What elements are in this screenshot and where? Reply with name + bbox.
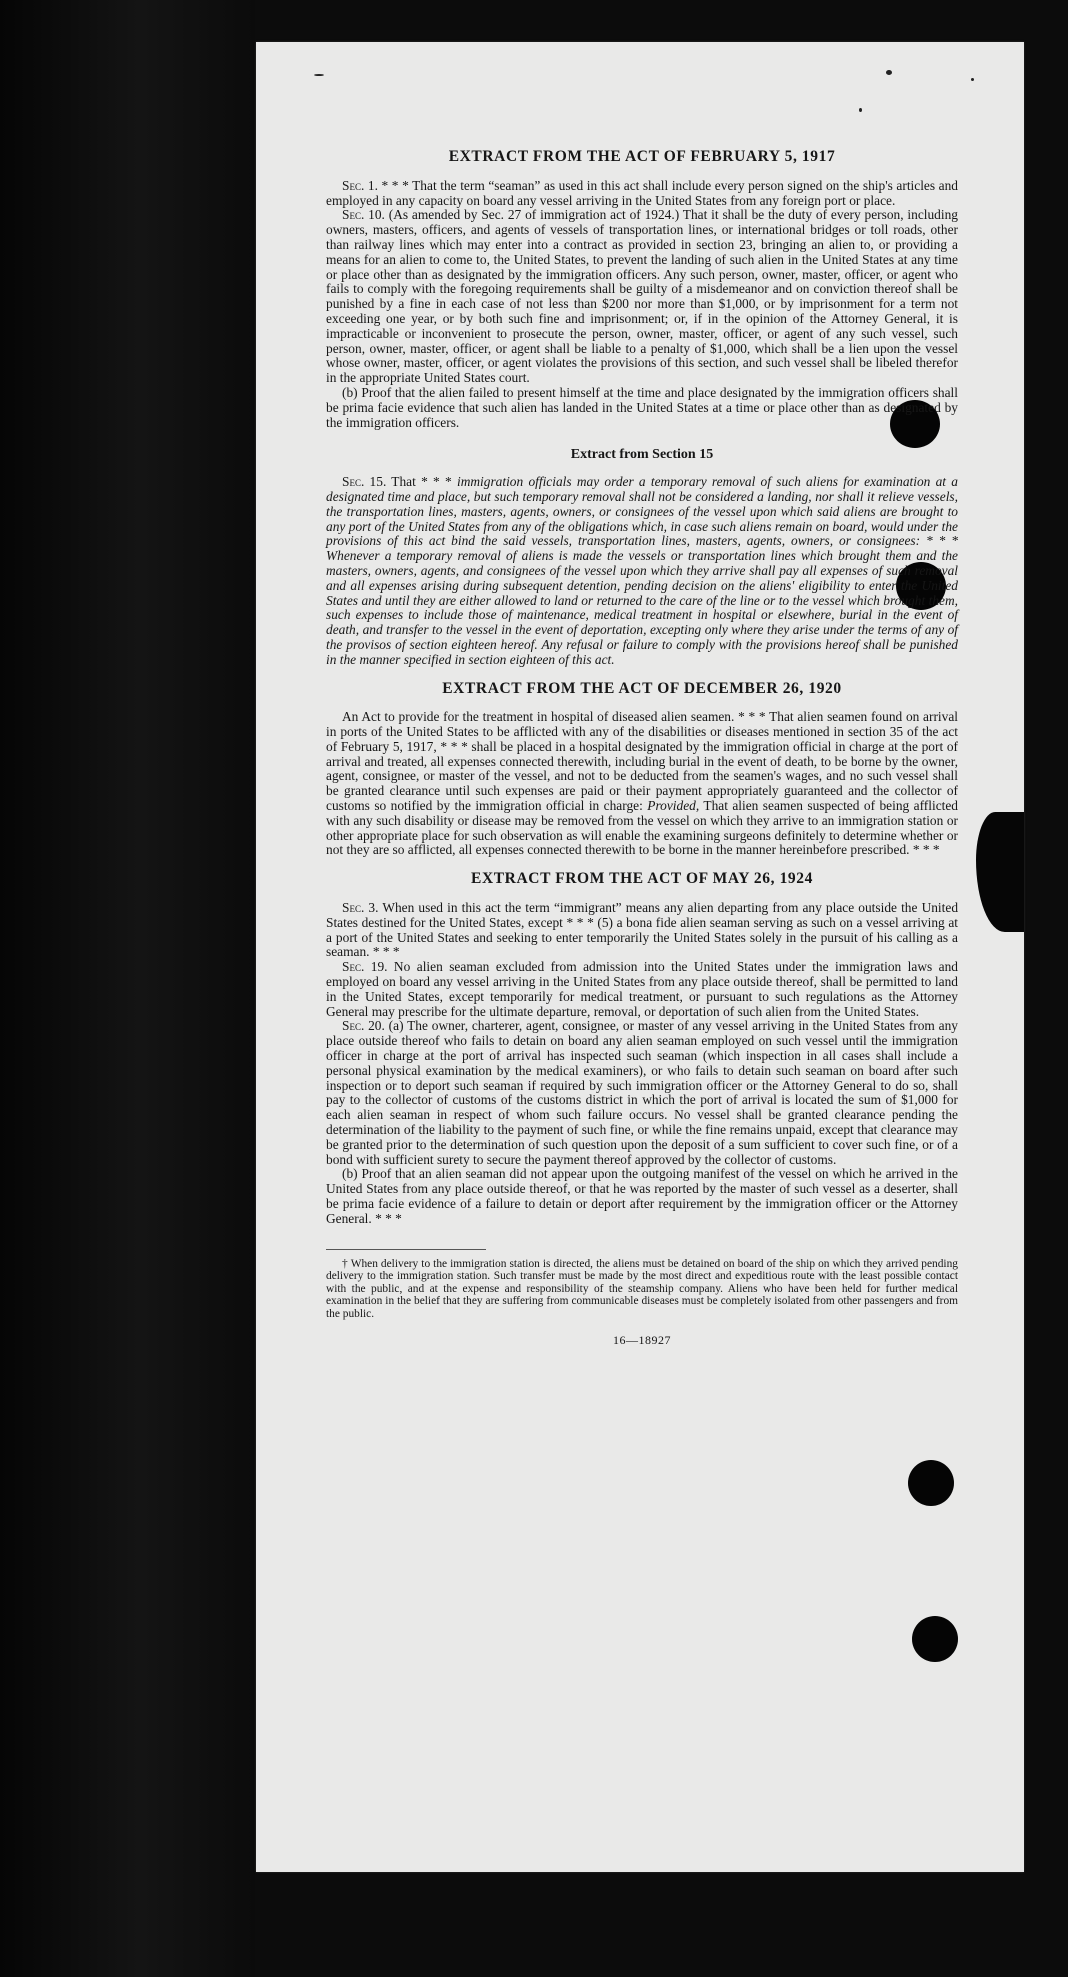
heading-act-1920: EXTRACT FROM THE ACT OF DECEMBER 26, 1920 bbox=[442, 679, 842, 697]
sec-1-text: * * * That the term “seaman” as used in this act shall include every person signed on the ship's articles and employed in any capacity on board any vessel arriving in the United States from any foreign port or place. bbox=[326, 177, 958, 208]
act-1917-section bbox=[326, 150, 958, 430]
sec-1-paragraph bbox=[326, 179, 958, 209]
torn-edge bbox=[976, 812, 1024, 932]
act-1920-tail: That alien seamen suspected of being afflicted with any such disability or disease may be removed from the vessel on which they arrive to an immigration station or other appropriate place for such observation as will enable the examining surgeons definitely to determine whether or not they are so afflicted, all expenses connected therewith to be borne in the manner hereinbefore prescribed. * * * bbox=[326, 798, 959, 858]
sec-15-lead: That * * * bbox=[386, 474, 457, 490]
heading-act-1924: EXTRACT FROM THE ACT OF MAY 26, 1924 bbox=[471, 870, 813, 888]
heading-section-15: Extract from Section 15 bbox=[570, 447, 714, 463]
sec-10-label: Sec. 10. bbox=[342, 207, 385, 223]
punch-hole bbox=[912, 1616, 958, 1662]
act-1920-paragraph bbox=[326, 710, 958, 858]
act-1924-section bbox=[326, 872, 958, 1226]
sec-15-text: immigration officials may order a temporary removal of such aliens for examination at a designated time and place, but such temporary removal shall not be considered a landing, nor shall it relieve vessels, the transportation lines, masters, agents, owners, or consignees of the vessel upon which said aliens are brought to any port of the United States from any of the obligations which, in case such aliens remain on board, would under the provisions of this act bind the said vessels, transportation lines, masters, agents, owners, or consignees: * * * Whenever a temporary removal of aliens is made the vessels or transportation lines which brought them and the masters, owners, agents, and consignees of the vessel upon which they arrive shall pay all expenses of such removal and all expenses arising during subsequent detention, pending decision on the aliens' eligibility to enter the United States and until they are either allowed to land or returned to the care of the line or to the vessel which brought them, such expenses to include those of maintenance, medical treatment in hospital or elsewhere, burial in the event of death, and transfer to the vessel in the event of deportation, excepting only where they arise under the terms of any of the provisos of section eighteen hereof. Any refusal or failure to comply with the provisions hereof shall be punished in the manner specified in section eighteen of this act. bbox=[326, 474, 958, 667]
sec-15-paragraph bbox=[326, 475, 958, 667]
scan-speck bbox=[886, 70, 892, 75]
sec-19-text: No alien seaman excluded from admission into the United States under the immigration laws and employed on board any vessel arriving in the United States from any place outside thereof, shall be permitted to land in the United States, except temporarily for medical treatment, or pursuant to such regulations as the Attorney General may prescribe for the ultimate departure, removal, or deportation of such alien from the United States. bbox=[326, 959, 958, 1019]
sec-20-label: Sec. 20. bbox=[342, 1018, 385, 1034]
sec-10-paragraph bbox=[326, 208, 958, 386]
heading-act-1917: EXTRACT FROM THE ACT OF FEBRUARY 5, 1917 bbox=[448, 148, 836, 165]
punch-hole bbox=[908, 1460, 954, 1506]
act-1920-text: An Act to provide for the treatment in hospital of diseased alien seamen. * * * That alien seamen found on arrival in ports of the United States to be afflicted with any of the disabilities or diseases mentioned in section 35 of the act of February 5, 1917, * * * shall be placed in a hospital designated by the immigration official in charge at the port of arrival and treated, all expenses connected therewith, including burial in the event of death, to be borne by the owner, agent, consignee, or master of the vessel, and not to be deducted from the seamen's wages, and no such vessel shall be granted clearance until such expenses are paid or their payment appropriately guaranteed and the collector of customs so notified by the immigration official in charge: bbox=[326, 709, 958, 814]
sec-15-label: Sec. 15. bbox=[342, 474, 387, 490]
sec-3-text: When used in this act the term “immigrant” means any alien departing from any place outside the United States destined for the United States, except * * * (5) a bona fide alien seaman serving as such on a vessel arriving at a port of the United States and seeking to enter temporarily the United States solely in the pursuit of his calling as a seaman. * * * bbox=[326, 900, 959, 960]
scan-background bbox=[0, 0, 255, 1977]
sec-20-b-paragraph: (b) Proof that an alien seaman did not appear upon the outgoing manifest of the vessel on which he arrived in the United States from any place outside thereof, or that he was reported by the master of such vessel as a deserter, shall be prima facie evidence of a failure to detain or deport after requirement by the immigration officer or the Attorney General. * * * bbox=[326, 1166, 958, 1226]
sec-3-paragraph bbox=[326, 901, 958, 960]
scan-speck bbox=[859, 108, 862, 112]
document-body bbox=[326, 150, 958, 1347]
sec-10-b-paragraph: (b) Proof that the alien failed to present himself at the time and place designated by the immigration officers shall be prima facie evidence that such alien has landed in the United States at a time or place other than as designated by the immigration officers. bbox=[326, 384, 958, 430]
sec-19-paragraph bbox=[326, 960, 958, 1019]
sec-20-text: (a) The owner, charterer, agent, consignee, or master of any vessel arriving in the United States from any place outside thereof who fails to detain on board any alien seaman employed on such vessel until the immigration officer in charge at the port of arrival has inspected such seaman (which inspection in all cases shall include a personal physical examination by the medical examiners), or who fails to detain such seaman on board after such inspection or to deport such seaman if required by such immigration officer or the Attorney General to do so, shall pay to the collector of customs of the customs district in which the port of arrival is located the sum of $1,000 for each alien seaman in respect of whom such failure occurs. No vessel shall be granted clearance pending the determination of the liability to the payment of such fine, or while the fine remains unpaid, except that clearance may be granted prior to the determination of such question upon the deposit of a sum sufficient to cover such fine, or of a bond with sufficient surety to secure the payment thereof approved by the collector of customs. bbox=[326, 1018, 958, 1167]
sec-10-text: (As amended by Sec. 27 of immigration act of 1924.) That it shall be the duty of every person, including owners, masters, officers, and agents of vessels of transportation lines, or international bridges or toll roads, other than railway lines which may enter into a contract as provided in section 23, bringing an alien to, or providing a means for an alien to come to, the United States, to prevent the landing of such alien in the United States at any time or place other than as designated by the immigration officers. Any such person, owner, master, officer, or agent who fails to comply with the foregoing requirements shall be guilty of a misdemeanor and on conviction thereof shall be punished by a fine in each case of not less than $200 nor more than $1,000, or by imprisonment for a term not exceeding one year, or by both such fine and imprisonment; or, if in the opinion of the Attorney General, it is impracticable or inconvenient to prosecute the person, owner, master, officer, or agent of any such vessel, such person, owner, master, officer, or agent shall be liable to a penalty of $1,000, which shall be a lien upon the vessel whose owner, master, officer, or agent violates the provisions of this section, and such vessel shall be libeled therefor in the appropriate United States court. bbox=[326, 207, 958, 386]
footnote-divider bbox=[326, 1249, 486, 1250]
sec-19-label: Sec. 19. bbox=[342, 959, 388, 975]
section-15-extract bbox=[326, 448, 958, 667]
scan-speck bbox=[314, 74, 324, 76]
document-page bbox=[256, 42, 1024, 1872]
footnote: † When delivery to the immigration station is directed, the aliens must be detained on board of the ship on which they arrived pending delivery to the immigration station. Such transfer must be made by the most direct and expeditious route with the least possible contact with the public, and at the expense and responsibility of the steamship company. Aliens who have been held for further medical examination in the belief that they are suffering from communicable diseases must be completely isolated from other passengers and from the public. bbox=[326, 1257, 958, 1320]
act-1920-section bbox=[326, 679, 959, 859]
form-number: 16—18927 bbox=[613, 1332, 671, 1347]
sec-20-paragraph bbox=[326, 1019, 958, 1167]
sec-3-label: Sec. 3. bbox=[342, 900, 379, 916]
act-1920-provided: Provided, bbox=[647, 798, 700, 814]
scan-speck bbox=[971, 78, 974, 81]
sec-1-label: Sec. 1. bbox=[342, 177, 378, 193]
